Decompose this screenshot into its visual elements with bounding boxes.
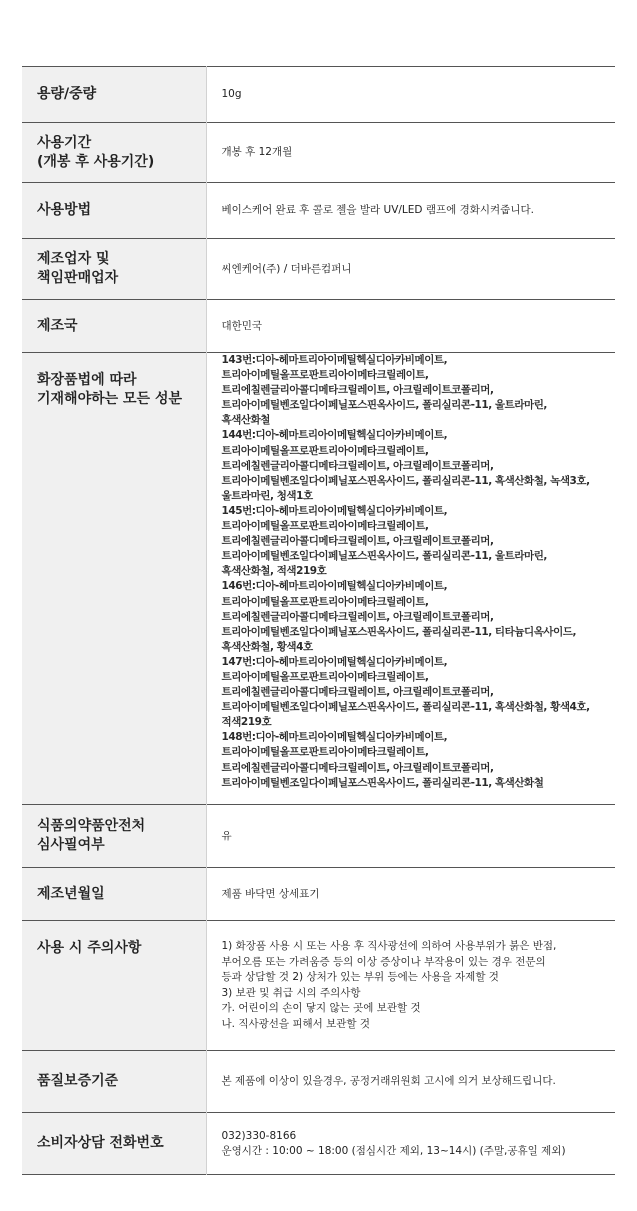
ingredient-line: 트리아이메틸벤조일다이페닐포스핀옥사이드, 폴리실리콘-11, 흑색산화철, 녹색3호, [221,474,590,487]
ingredient-line: 트리아이메틸올프로판트리아이메타크릴레이트, [221,369,429,382]
ingredient-line: 147번:디아-헤마트리아이메틸헥실디아카비메이트, [221,655,448,668]
row-cautions [22,921,615,1051]
row-value: 유 [221,829,232,842]
product-info-table [22,66,615,1175]
ingredient-line: 트리에칠렌글리아콜디메타크릴레이트, 아크릴레이트코폴리머, [221,686,494,699]
row-label: 품질보증기준 [22,1051,206,1113]
ingredient-line: 144번:디아-헤마트리아이메틸헥실디아카비메이트, [221,429,448,442]
row-label: 제조국 [22,300,206,353]
caution-line: 부어오름 또는 가려움증 등의 이상 증상이나 부작용이 있는 경우 전문의 [221,955,546,968]
ingredients-list [206,353,615,805]
caution-line: 3) 보관 및 취급 시의 주의사항 [221,986,361,999]
row-manufacturer [22,239,615,300]
row-label: 제조업자 및 책임판매업자 [22,239,206,300]
ingredient-line: 트리아이메틸벤조일다이페닐포스핀옥사이드, 폴리실리콘-11, 울트라마린, [221,550,547,563]
caution-line: 가. 어린이의 손이 닿지 않는 곳에 보관할 것 [221,1002,421,1014]
row-capacity [22,67,615,123]
ingredient-line: 146번:디아-헤마트리아이메틸헥실디아카비메이트, [221,580,448,593]
ingredient-line: 트리아이메틸올프로판트리아이메타크릴레이트, [221,595,429,608]
ingredient-line: 흑색산화철, 황색4호 [221,640,313,653]
row-label: 사용기간 (개봉 후 사용기간) [22,123,206,183]
ingredient-line: 145번:디아-헤마트리아이메틸헥실디아카비메이트, [221,504,448,517]
row-value: 제품 바닥면 상세표기 [221,887,320,900]
ingredient-line: 트리아이메틸올프로판트리아이메타크릴레이트, [221,444,429,457]
row-label: 화장품법에 따라 기재해야하는 모든 성분 [22,353,206,805]
ingredient-line: 트리아이메틸벤조일다이페닐포스핀옥사이드, 폴리실리콘-11, 흑색산화철 [221,776,544,789]
row-label: 식품의약품안전처 심사필여부 [22,805,206,868]
ingredient-line: 트리에칠렌글리아콜디메타크릴레이트, 아크릴레이트코폴리머, [221,610,494,623]
ingredient-line: 트리에칠렌글리아콜디메타크릴레이트, 아크릴레이트코폴리머, [221,459,494,472]
row-value: 본 제품에 이상이 있을경우, 공정거래위원회 고시에 의거 보상해드립니다. [221,1075,556,1087]
row-ingredients [22,353,615,805]
row-label: 사용 시 주의사항 [22,921,206,1051]
ingredient-line: 트리에칠렌글리아콜디메타크릴레이트, 아크릴레이트코폴리머, [221,384,494,397]
row-value [206,1113,615,1175]
row-value: 대한민국 [221,319,263,332]
caution-line: 1) 화장품 사용 시 또는 사용 후 직사광선에 의하여 사용부위가 붉은 반점, [221,940,557,952]
row-mfds-review [22,805,615,868]
caution-line: 나. 직사광선을 피해서 보관할 것 [221,1017,371,1030]
row-value: 10g [221,88,242,100]
row-manufacture-date [22,868,615,921]
ingredient-line: 148번:디아-헤마트리아이메틸헥실디아카비메이트, [221,731,448,744]
ingredient-line: 트리아이메틸벤조일다이페닐포스핀옥사이드, 폴리실리콘-11, 흑색산화철, 황색4호, [221,701,590,714]
ingredient-line: 트리아이메틸올프로판트리아이메타크릴레이트, [221,520,429,533]
row-label: 소비자상담 전화번호 [22,1113,206,1175]
row-usage [22,183,615,239]
ingredient-line: 흑색산화철 [221,414,270,427]
row-customer-phone [22,1113,615,1175]
ingredient-line: 트리에칠렌글리아콜디메타크릴레이트, 아크릴레이트코폴리머, [221,535,494,548]
row-shelf-life [22,123,615,183]
ingredient-line: 143번:디아-헤마트리아이메틸헥실디아카비메이트, [221,354,448,366]
ingredient-line: 울트라마린, 청색1호 [221,489,313,502]
ingredient-line: 트리아이메틸올프로판트리아이메타크릴레이트, [221,746,429,759]
row-value: 개봉 후 12개월 [221,146,293,158]
ingredient-line: 적색219호 [221,716,272,729]
row-label: 용량/중량 [22,67,206,123]
business-hours: 운영시간 : 10:00 ~ 18:00 (점심시간 제외, 13~14시) (주말,공휴일 제외) [221,1144,566,1157]
ingredient-line: 트리에칠렌글리아콜디메타크릴레이트, 아크릴레이트코폴리머, [221,761,494,774]
caution-line: 등과 상담할 것 2) 상처가 있는 부위 등에는 사용을 자제할 것 [221,971,499,983]
ingredient-line: 트리아이메틸벤조일다이페닐포스핀옥사이드, 폴리실리콘-11, 울트라마린, [221,399,547,412]
row-value [206,921,615,1051]
row-label: 사용방법 [22,183,206,239]
row-quality-guarantee [22,1051,615,1113]
ingredient-line: 흑색산화철, 적색219호 [221,565,327,578]
ingredient-line: 트리아이메틸올프로판트리아이메타크릴레이트, [221,670,429,683]
row-value: 베이스케어 완료 후 콜로 젤을 발라 UV/LED 램프에 경화시켜줍니다. [221,204,534,216]
phone-number: 032)330-8166 [221,1129,297,1142]
row-country [22,300,615,353]
row-label: 제조년월일 [22,868,206,921]
row-value: 씨엔케어(주) / 더바른컴퍼니 [221,262,352,275]
ingredient-line: 트리아이메틸벤조일다이페닐포스핀옥사이드, 폴리실리콘-11, 티타늄디옥사이드, [221,625,577,638]
